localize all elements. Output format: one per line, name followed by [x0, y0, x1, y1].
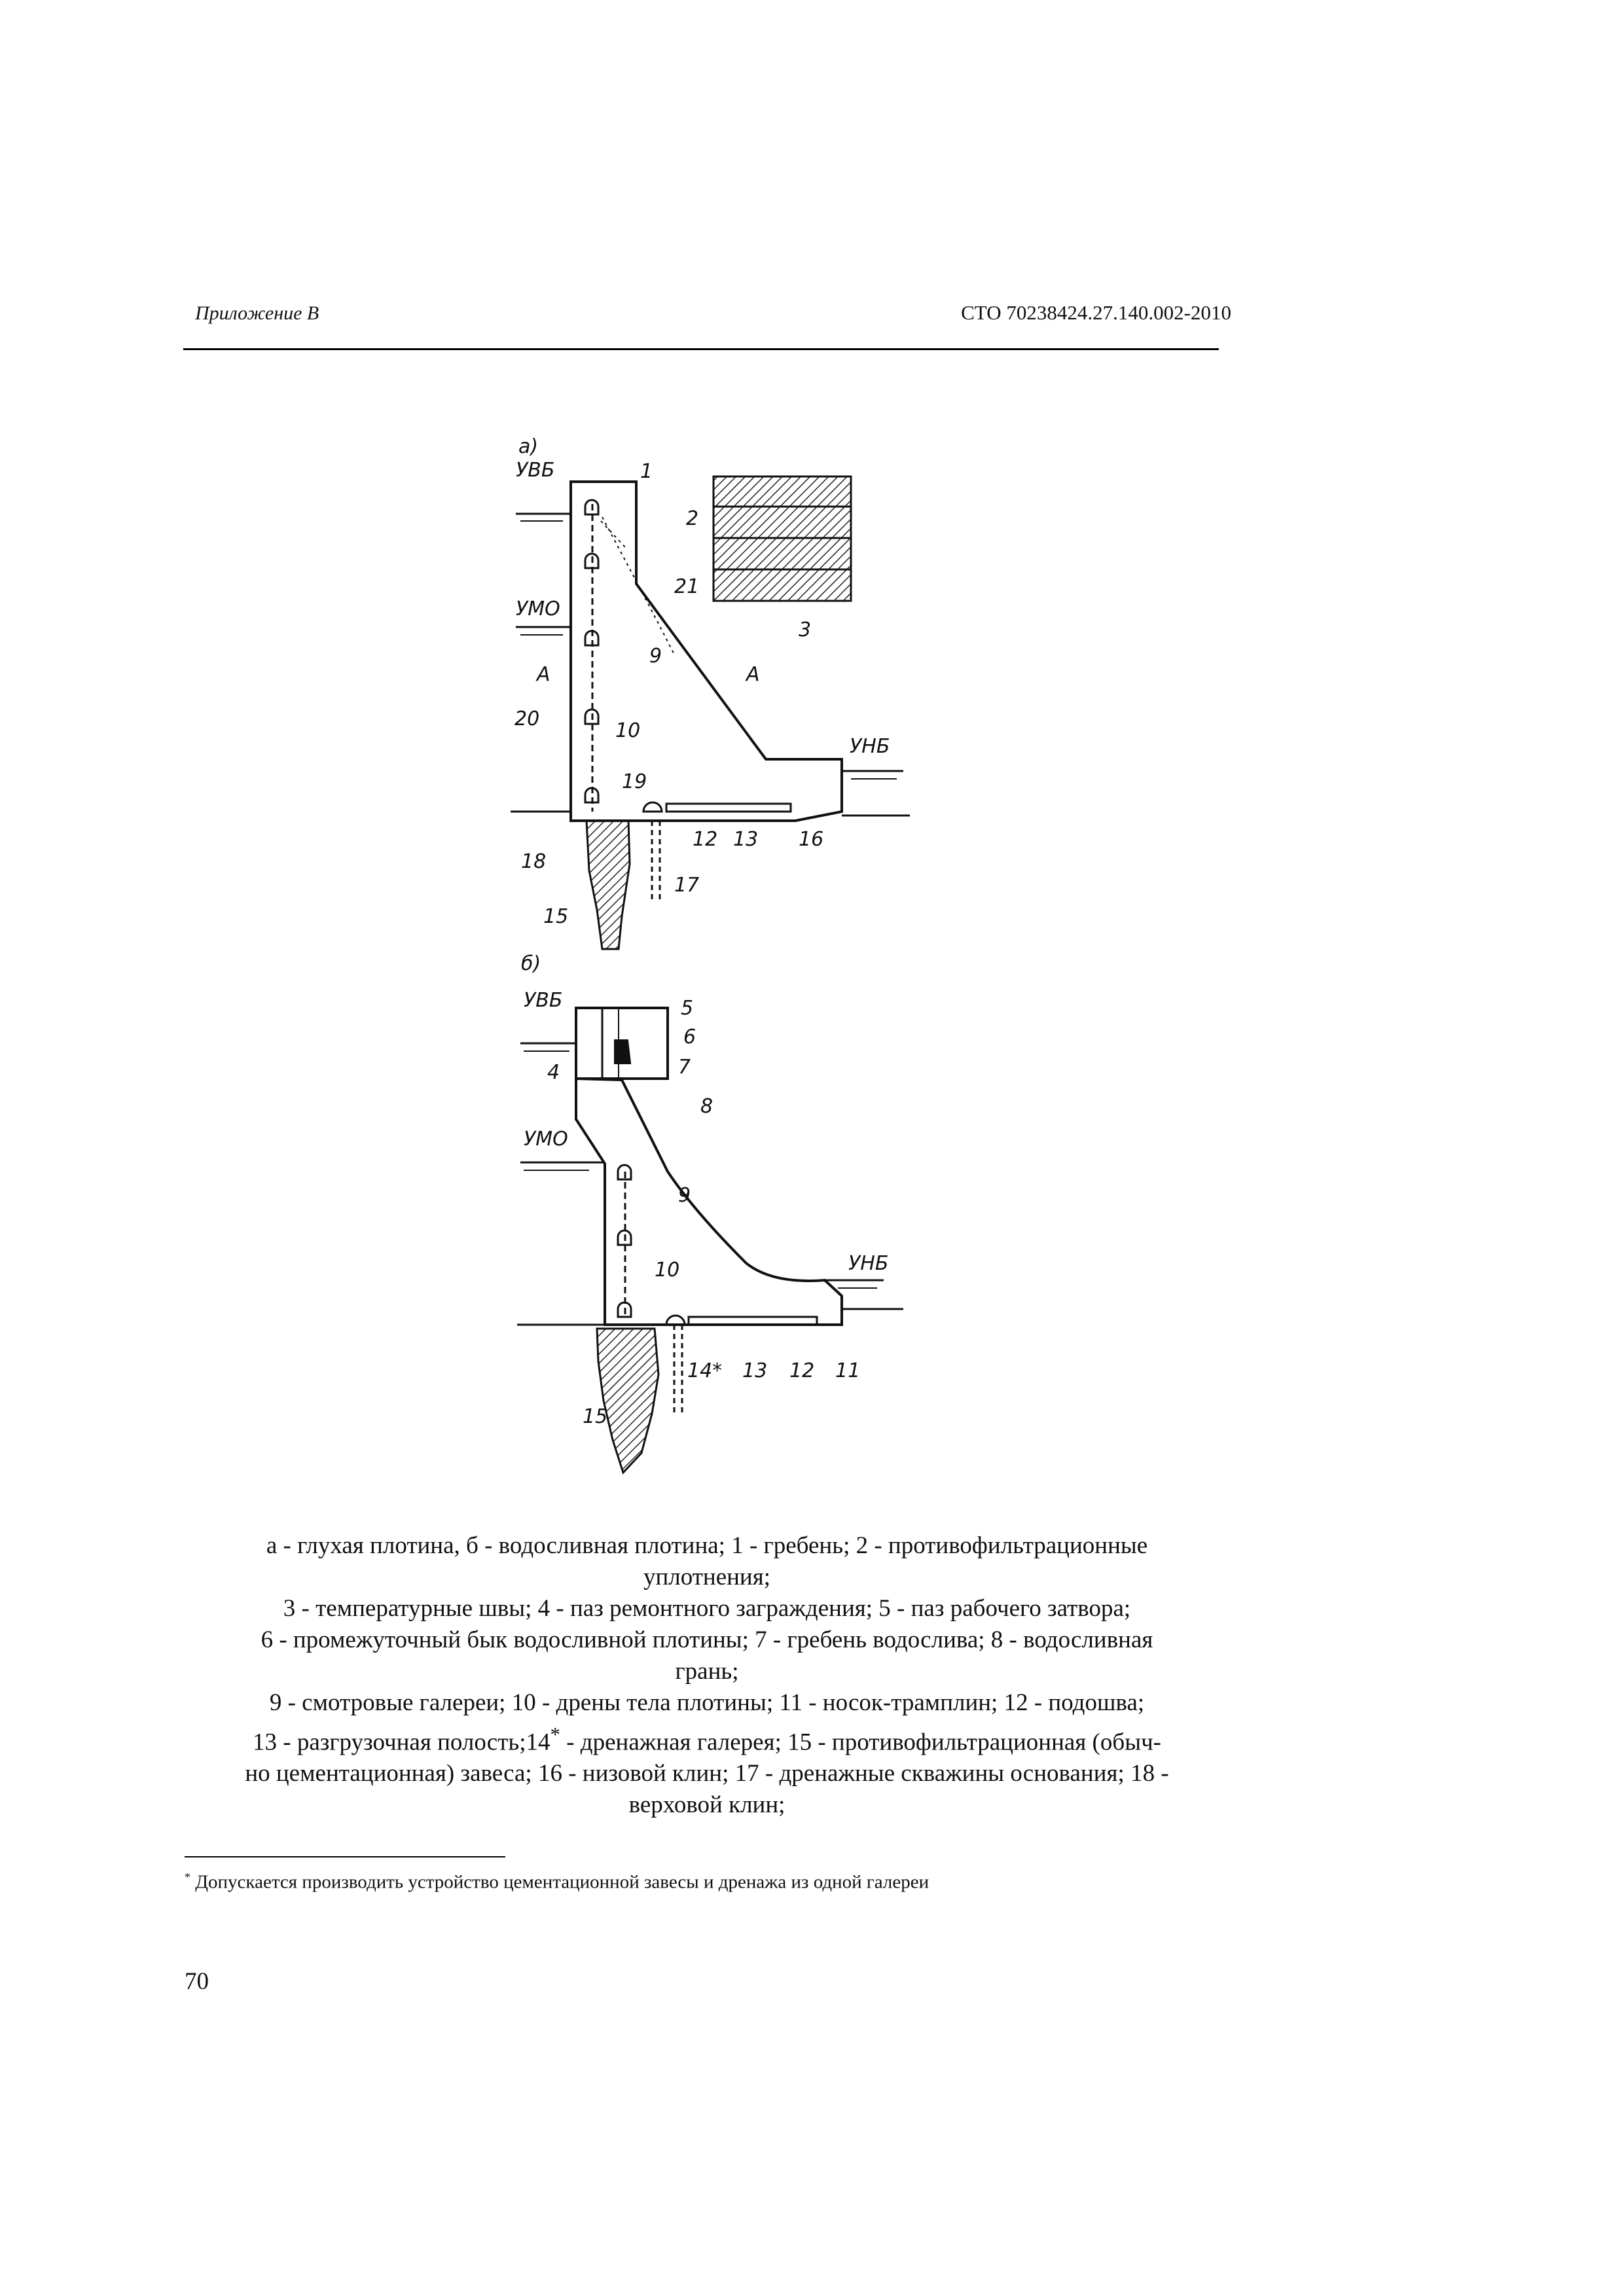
caption-text: 13 - разгрузочная полость;14	[253, 1729, 550, 1756]
callout-b-12: 12	[789, 1359, 815, 1382]
figure-caption	[190, 1530, 1224, 1821]
callout-b-6: 6	[683, 1026, 696, 1049]
caption-line: верховой клин;	[628, 1791, 785, 1819]
header-appendix: Приложение В	[195, 302, 319, 324]
callout-a-13: 13	[733, 828, 759, 851]
callout-a-20: 20	[514, 708, 540, 730]
level-uvb-a: УВБ	[516, 459, 555, 482]
footnote	[185, 1871, 929, 1893]
callout-b-11: 11	[835, 1359, 861, 1382]
caption-line: уплотнения;	[643, 1564, 771, 1590]
footnote-rule	[185, 1856, 505, 1857]
caption-line: 9 - смотровые галереи; 10 - дрены тела плотины; 11 - носок-трамплин; 12 - подошва;	[269, 1689, 1145, 1716]
callout-a-15: 15	[543, 905, 569, 928]
callout-b-4: 4	[547, 1061, 560, 1084]
callout-a-21: 21	[674, 575, 700, 598]
section-mark-a-left: А	[537, 663, 550, 686]
callout-a-17: 17	[674, 874, 700, 897]
panel-a-letter: а)	[518, 435, 539, 458]
level-unb-b: УНБ	[848, 1252, 889, 1275]
level-umo-b: УМО	[524, 1128, 568, 1151]
callout-a-1: 1	[640, 460, 653, 483]
panel-b-spillway-dam	[517, 1008, 903, 1473]
callout-a-9: 9	[649, 645, 662, 668]
caption-line: а - глухая плотина, б - водосливная плотина; 1 - гребень; 2 - противофильтрационные	[266, 1532, 1148, 1559]
callout-a-19: 19	[622, 770, 647, 793]
footnote-text: Допускается производить устройство цементационной завесы и дренажа из одной галереи	[195, 1871, 929, 1893]
callout-a-12: 12	[693, 828, 718, 851]
header-standard-code: СТО 70238424.27.140.002-2010	[961, 301, 1231, 324]
caption-line: грань;	[675, 1658, 739, 1685]
level-umo-a: УМО	[516, 598, 560, 620]
caption-line: 3 - температурные швы; 4 - паз ремонтного заграждения; 5 - паз рабочего затвора;	[283, 1595, 1131, 1622]
callout-b-10: 10	[655, 1259, 680, 1282]
panel-b-letter: б)	[521, 952, 541, 975]
panel-a-deaf-dam	[511, 476, 910, 949]
callout-a-18: 18	[521, 850, 547, 873]
callout-b-5: 5	[681, 997, 694, 1020]
callout-b-7: 7	[678, 1056, 691, 1079]
callout-a-10: 10	[615, 719, 641, 742]
footnote-ref: *	[550, 1723, 560, 1746]
caption-text: - дренажная галерея; 15 - противофильтрационная (обыч-	[560, 1729, 1161, 1756]
callout-b-8: 8	[700, 1095, 713, 1118]
callout-a-16: 16	[799, 828, 824, 851]
header-rule	[183, 348, 1219, 350]
callout-b-15: 15	[583, 1405, 608, 1428]
callout-b-14: 14*	[687, 1359, 723, 1382]
caption-line: но цементационная) завеса; 16 - низовой клин; 17 - дренажные скважины основания; 18 -	[245, 1760, 1169, 1787]
section-mark-a-right: А	[746, 663, 760, 686]
level-unb-a: УНБ	[850, 735, 890, 758]
footnote-mark: *	[185, 1871, 190, 1884]
callout-b-9: 9	[678, 1184, 691, 1207]
caption-line-footnoted	[190, 1719, 1224, 1758]
page-number: 70	[185, 1968, 209, 1995]
callout-b-13: 13	[742, 1359, 768, 1382]
callout-a-2: 2	[686, 507, 699, 530]
level-uvb-b: УВБ	[524, 989, 563, 1012]
callout-a-3: 3	[799, 619, 812, 641]
dam-cross-sections-figure	[458, 393, 1244, 1525]
caption-line: 6 - промежуточный бык водосливной плотины; 7 - гребень водослива; 8 - водосливная	[261, 1626, 1153, 1653]
